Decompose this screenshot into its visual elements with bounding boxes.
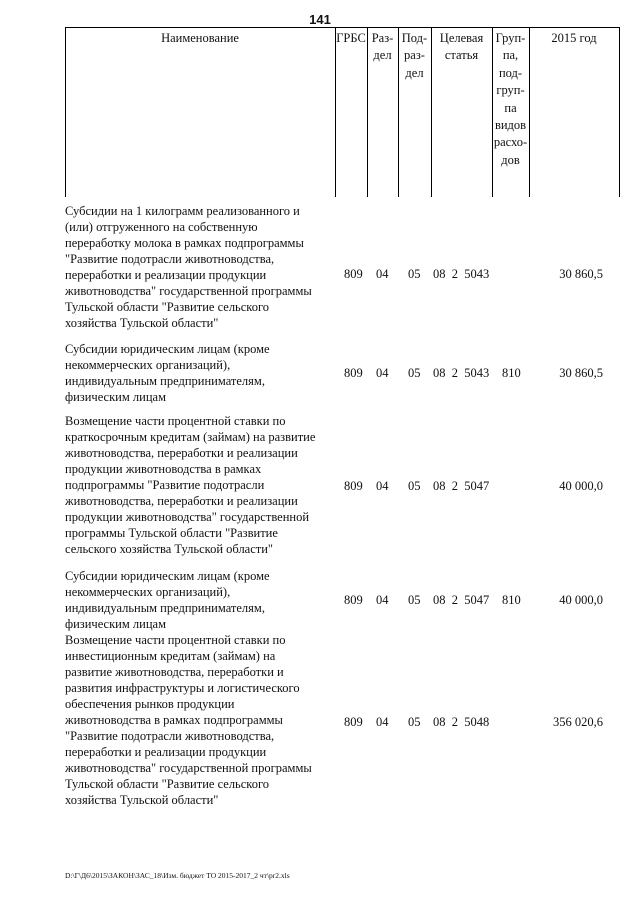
page-number: 141: [309, 12, 331, 27]
row-grbs: 809: [344, 366, 363, 380]
row-target: 08 2 5043: [433, 366, 490, 380]
row-group: 810: [502, 593, 521, 607]
row-name: Возмещение части процентной ставки по инвестиционным кредитам (займам) на развитие животноводства, переработки и развития инфраструктуры и логистического обеспечения рынков продукции животноводства в рамках подпрограммы "Развитие подотрасли животноводства, переработки и реализации продукции животноводства" государственной программы Тульской области "Развитие сельского хозяйства Тульской области": [65, 633, 312, 807]
header-grbs: ГРБС: [336, 31, 366, 45]
header-top-border: [65, 27, 620, 28]
row-podrazdel: 05: [408, 479, 421, 493]
table-row: [0, 341, 640, 405]
row-podrazdel: 05: [408, 267, 421, 281]
row-grbs: 809: [344, 267, 363, 281]
row-podrazdel: 05: [408, 366, 421, 380]
row-name: Субсидии на 1 килограмм реализованного и (или) отгруженного на собственную переработку молока в рамках подпрограммы "Развитие подотрасли животноводства, переработки и реализации продукции животноводства" государственной программы Тульской области "Развитие сельского хозяйства Тульской области": [65, 204, 312, 330]
table-row: [0, 632, 640, 812]
header-razdel: Раз- дел: [371, 31, 394, 63]
header-target: Целевая статья: [439, 31, 484, 63]
row-name: Субсидии юридическим лицам (кроме некоммерческих организаций), индивидуальным предпринимателям, физическим лицам: [65, 569, 270, 631]
row-razdel: 04: [376, 715, 389, 729]
row-amount: 40 000,0: [559, 479, 603, 493]
row-target: 08 2 5047: [433, 593, 490, 607]
row-grbs: 809: [344, 593, 363, 607]
row-amount: 356 020,6: [553, 715, 603, 729]
file-path-footer: D:\Г\Д6\2015\ЗАКОН\ЗАС_18\Изм. бюджет ТО 2015-2017_2 чт\pr2.xls: [65, 871, 290, 880]
row-target: 08 2 5048: [433, 715, 490, 729]
header-group: Груп- па, под- груп- па видов расхо- дов: [493, 31, 528, 167]
header-year: 2015 год: [551, 31, 597, 45]
row-podrazdel: 05: [408, 593, 421, 607]
row-grbs: 809: [344, 479, 363, 493]
header-podrazdel: Под- раз- дел: [401, 31, 428, 80]
row-name: Возмещение части процентной ставки по краткосрочным кредитам (займам) на развитие животноводства, переработки и реализации продукции животноводства в рамках подпрограммы "Развитие подотрасли животноводства, переработки и реализации продукции животноводства" государственной программы Тульской области "Развитие сельского хозяйства Тульской области": [65, 414, 316, 556]
row-razdel: 04: [376, 366, 389, 380]
row-amount: 40 000,0: [559, 593, 603, 607]
header-border: [65, 27, 66, 197]
row-amount: 30 860,5: [559, 366, 603, 380]
table-row: [0, 413, 640, 559]
header-border: [335, 27, 336, 197]
table-row: [0, 568, 640, 632]
row-grbs: 809: [344, 715, 363, 729]
row-target: 08 2 5043: [433, 267, 490, 281]
row-name: Субсидии юридическим лицам (кроме некоммерческих организаций), индивидуальным предпринимателям, физическим лицам: [65, 342, 270, 404]
row-amount: 30 860,5: [559, 267, 603, 281]
table-row: [0, 203, 640, 333]
header-border: [529, 27, 530, 197]
row-target: 08 2 5047: [433, 479, 490, 493]
row-razdel: 04: [376, 593, 389, 607]
row-razdel: 04: [376, 267, 389, 281]
header-border: [619, 27, 620, 197]
row-podrazdel: 05: [408, 715, 421, 729]
row-group: 810: [502, 366, 521, 380]
row-razdel: 04: [376, 479, 389, 493]
header-name: Наименование: [161, 31, 239, 45]
